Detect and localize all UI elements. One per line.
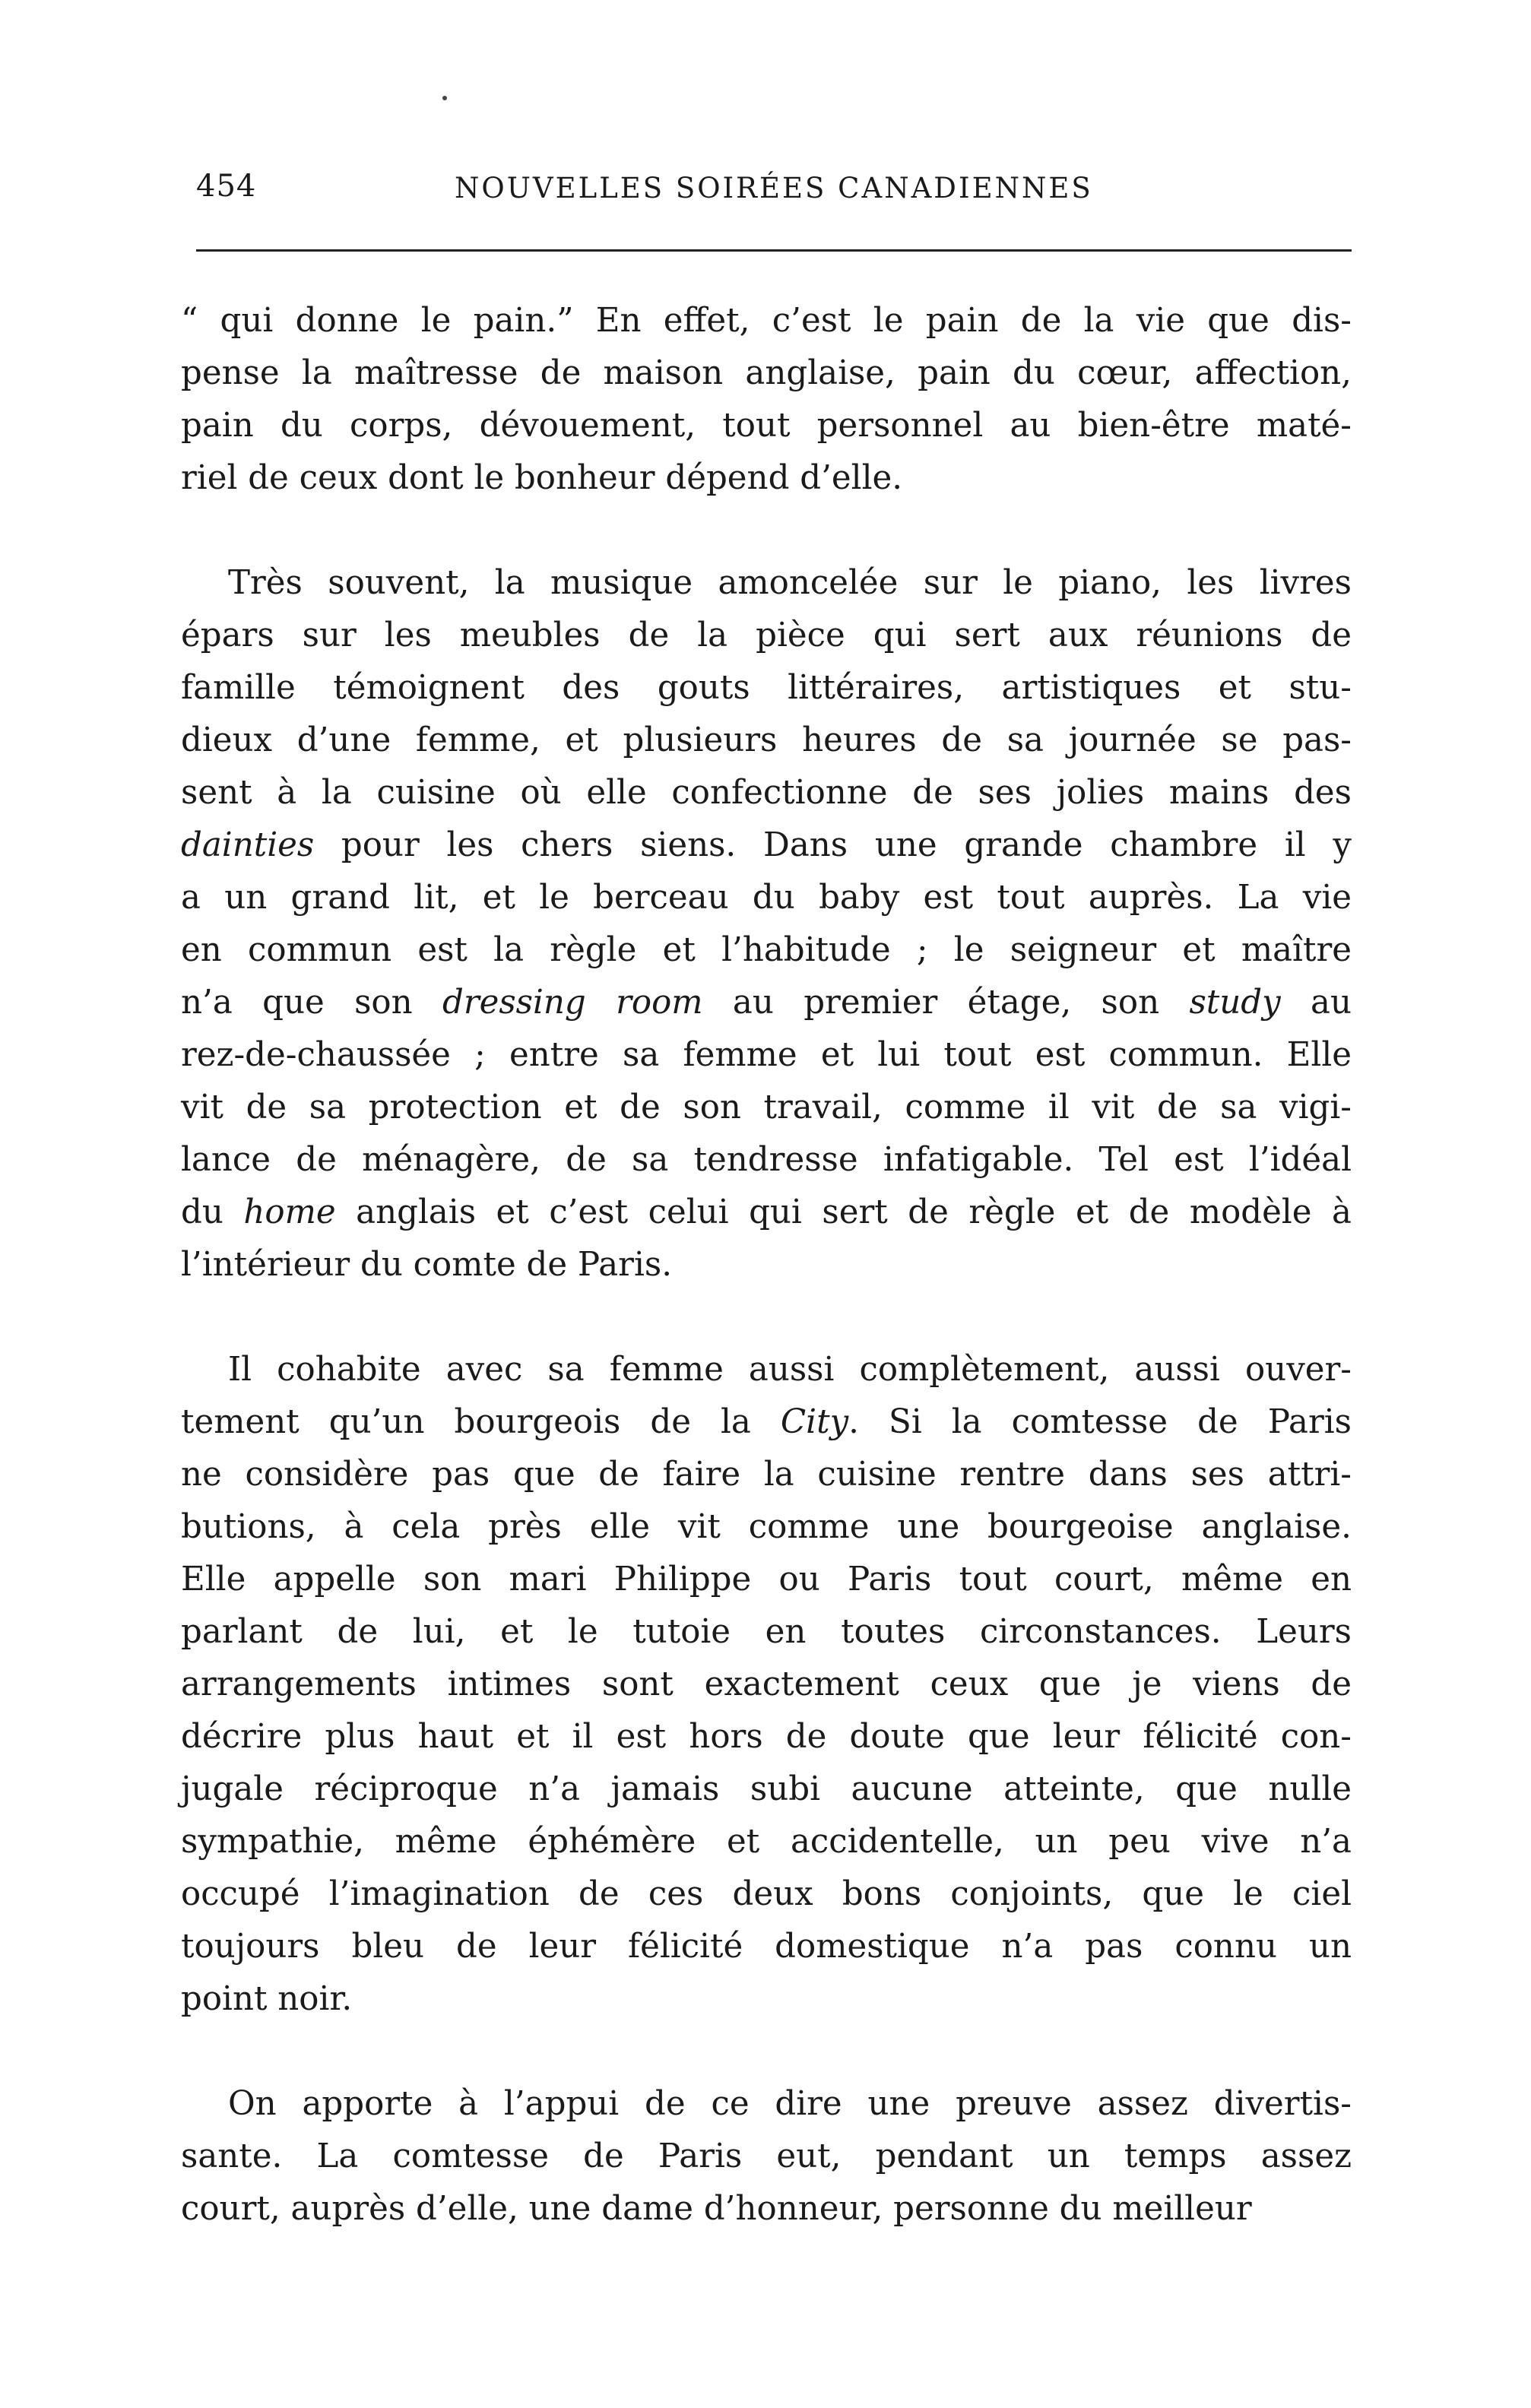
text-line: [181, 819, 1352, 872]
text-line: [181, 1711, 1352, 1763]
italic-term: dressing room: [442, 984, 703, 1022]
text-line: [181, 924, 1352, 977]
italic-term: study: [1189, 984, 1281, 1022]
text-line: [181, 1134, 1352, 1187]
text-run: n’a que son: [181, 984, 442, 1022]
text-line: [181, 1501, 1352, 1554]
text-run: pain du corps, dévouement, tout personnel au bien-être maté-: [181, 407, 1352, 445]
header-rule: [196, 249, 1352, 252]
text-line: [181, 1606, 1352, 1659]
text-line: [181, 2078, 1352, 2131]
italic-term: City: [780, 1403, 849, 1441]
text-line: [181, 347, 1352, 400]
text-line: [181, 1763, 1352, 1816]
ink-speck: [442, 96, 447, 100]
text-run: épars sur les meubles de la pièce qui sert aux réunions de: [181, 616, 1352, 654]
text-run: au: [1280, 984, 1352, 1022]
text-run: Il cohabite avec sa femme aussi complètement, aussi ouver-: [228, 1351, 1352, 1389]
text-run: l’intérieur du comte de Paris.: [181, 1246, 673, 1284]
text-line: [181, 1029, 1352, 1082]
text-run: ne considère pas que de faire la cuisine rentre dans ses attri-: [181, 1456, 1352, 1494]
text-line: [181, 1816, 1352, 1868]
text-line: [181, 1868, 1352, 1921]
text-line: [181, 2131, 1352, 2183]
page-number: 454: [196, 169, 257, 204]
text-run: tement qu’un bourgeois de la: [181, 1403, 781, 1441]
text-line: [181, 714, 1352, 767]
page-header: [181, 169, 1352, 222]
text-line: [181, 1082, 1352, 1134]
text-run: lance de ménagère, de sa tendresse infatigable. Tel est l’idéal: [181, 1141, 1352, 1179]
text-run: décrire plus haut et il est hors de doute que leur félicité con-: [181, 1718, 1352, 1756]
text-run: occupé l’imagination de ces deux bons conjoints, que le ciel: [181, 1875, 1352, 1913]
text-run: parlant de lui, et le tutoie en toutes circonstances. Leurs: [181, 1613, 1352, 1651]
text-line: [181, 1659, 1352, 1711]
text-run: jugale réciproque n’a jamais subi aucune atteinte, que nulle: [181, 1770, 1352, 1808]
paragraph: [181, 295, 1352, 505]
text-run: dieux d’une femme, et plusieurs heures de sa journée se pas-: [181, 721, 1352, 759]
paragraph: [181, 1344, 1352, 2026]
text-line: [181, 610, 1352, 662]
italic-term: home: [243, 1193, 336, 1231]
text-run: point noir.: [181, 1980, 353, 2018]
text-run: sante. La comtesse de Paris eut, pendant un temps assez: [181, 2137, 1352, 2175]
text-run: anglais et c’est celui qui sert de règle et de modèle à: [335, 1193, 1352, 1231]
text-line: [181, 872, 1352, 924]
text-run: “ qui donne le pain.” En effet, c’est le pain de la vie que dis-: [181, 302, 1352, 340]
text-line: [181, 977, 1352, 1029]
text-run: au premier étage, son: [702, 984, 1190, 1022]
text-run: famille témoignent des gouts littéraires, artistiques et stu-: [181, 669, 1352, 707]
text-run: sent à la cuisine où elle confectionne de ses jolies mains des: [181, 774, 1352, 812]
text-line: [181, 1449, 1352, 1501]
text-run: toujours bleu de leur félicité domestique n’a pas connu un: [181, 1928, 1352, 1966]
paragraph: [181, 557, 1352, 1291]
text-run: butions, à cela près elle vit comme une bourgeoise anglaise.: [181, 1508, 1352, 1546]
text-line: [181, 1554, 1352, 1606]
text-run: On apporte à l’appui de ce dire une preuve assez divertis-: [228, 2085, 1352, 2123]
text-line: [181, 1921, 1352, 1973]
text-run: rez-de-chaussée ; entre sa femme et lui tout est commun. Elle: [181, 1036, 1352, 1074]
text-line: [181, 2183, 1352, 2235]
text-run: . Si la comtesse de Paris: [848, 1403, 1352, 1441]
text-line: [181, 400, 1352, 452]
italic-term: dainties: [181, 826, 315, 864]
text-line: [181, 557, 1352, 610]
text-run: Très souvent, la musique amoncelée sur le piano, les livres: [228, 564, 1352, 602]
text-run: arrangements intimes sont exactement ceux que je viens de: [181, 1665, 1352, 1703]
text-run: a un grand lit, et le berceau du baby est tout auprès. La vie: [181, 879, 1352, 917]
text-run: pour les chers siens. Dans une grande chambre il y: [314, 826, 1352, 864]
text-run: sympathie, même éphémère et accidentelle, un peu vive n’a: [181, 1823, 1352, 1861]
text-run: court, auprès d’elle, une dame d’honneur, personne du meilleur: [181, 2190, 1252, 2228]
text-line: [181, 662, 1352, 714]
text-run: du: [181, 1193, 244, 1231]
running-title: NOUVELLES SOIRÉES CANADIENNES: [455, 172, 1093, 204]
text-line: [181, 1187, 1352, 1239]
text-run: vit de sa protection et de son travail, comme il vit de sa vigi-: [181, 1088, 1352, 1126]
text-run: riel de ceux dont le bonheur dépend d’elle.: [181, 459, 903, 497]
text-line: [181, 452, 1352, 505]
paragraph: [181, 2078, 1352, 2235]
text-line: [181, 1973, 1352, 2026]
text-line: [181, 1396, 1352, 1449]
text-line: [181, 295, 1352, 347]
text-run: pense la maîtresse de maison anglaise, pain du cœur, affection,: [181, 354, 1352, 392]
text-line: [181, 1344, 1352, 1396]
text-line: [181, 767, 1352, 819]
text-line: [181, 1239, 1352, 1291]
text-run: Elle appelle son mari Philippe ou Paris tout court, même en: [181, 1560, 1352, 1598]
text-run: en commun est la règle et l’habitude ; le seigneur et maître: [181, 931, 1352, 969]
body-text: [181, 295, 1352, 2235]
